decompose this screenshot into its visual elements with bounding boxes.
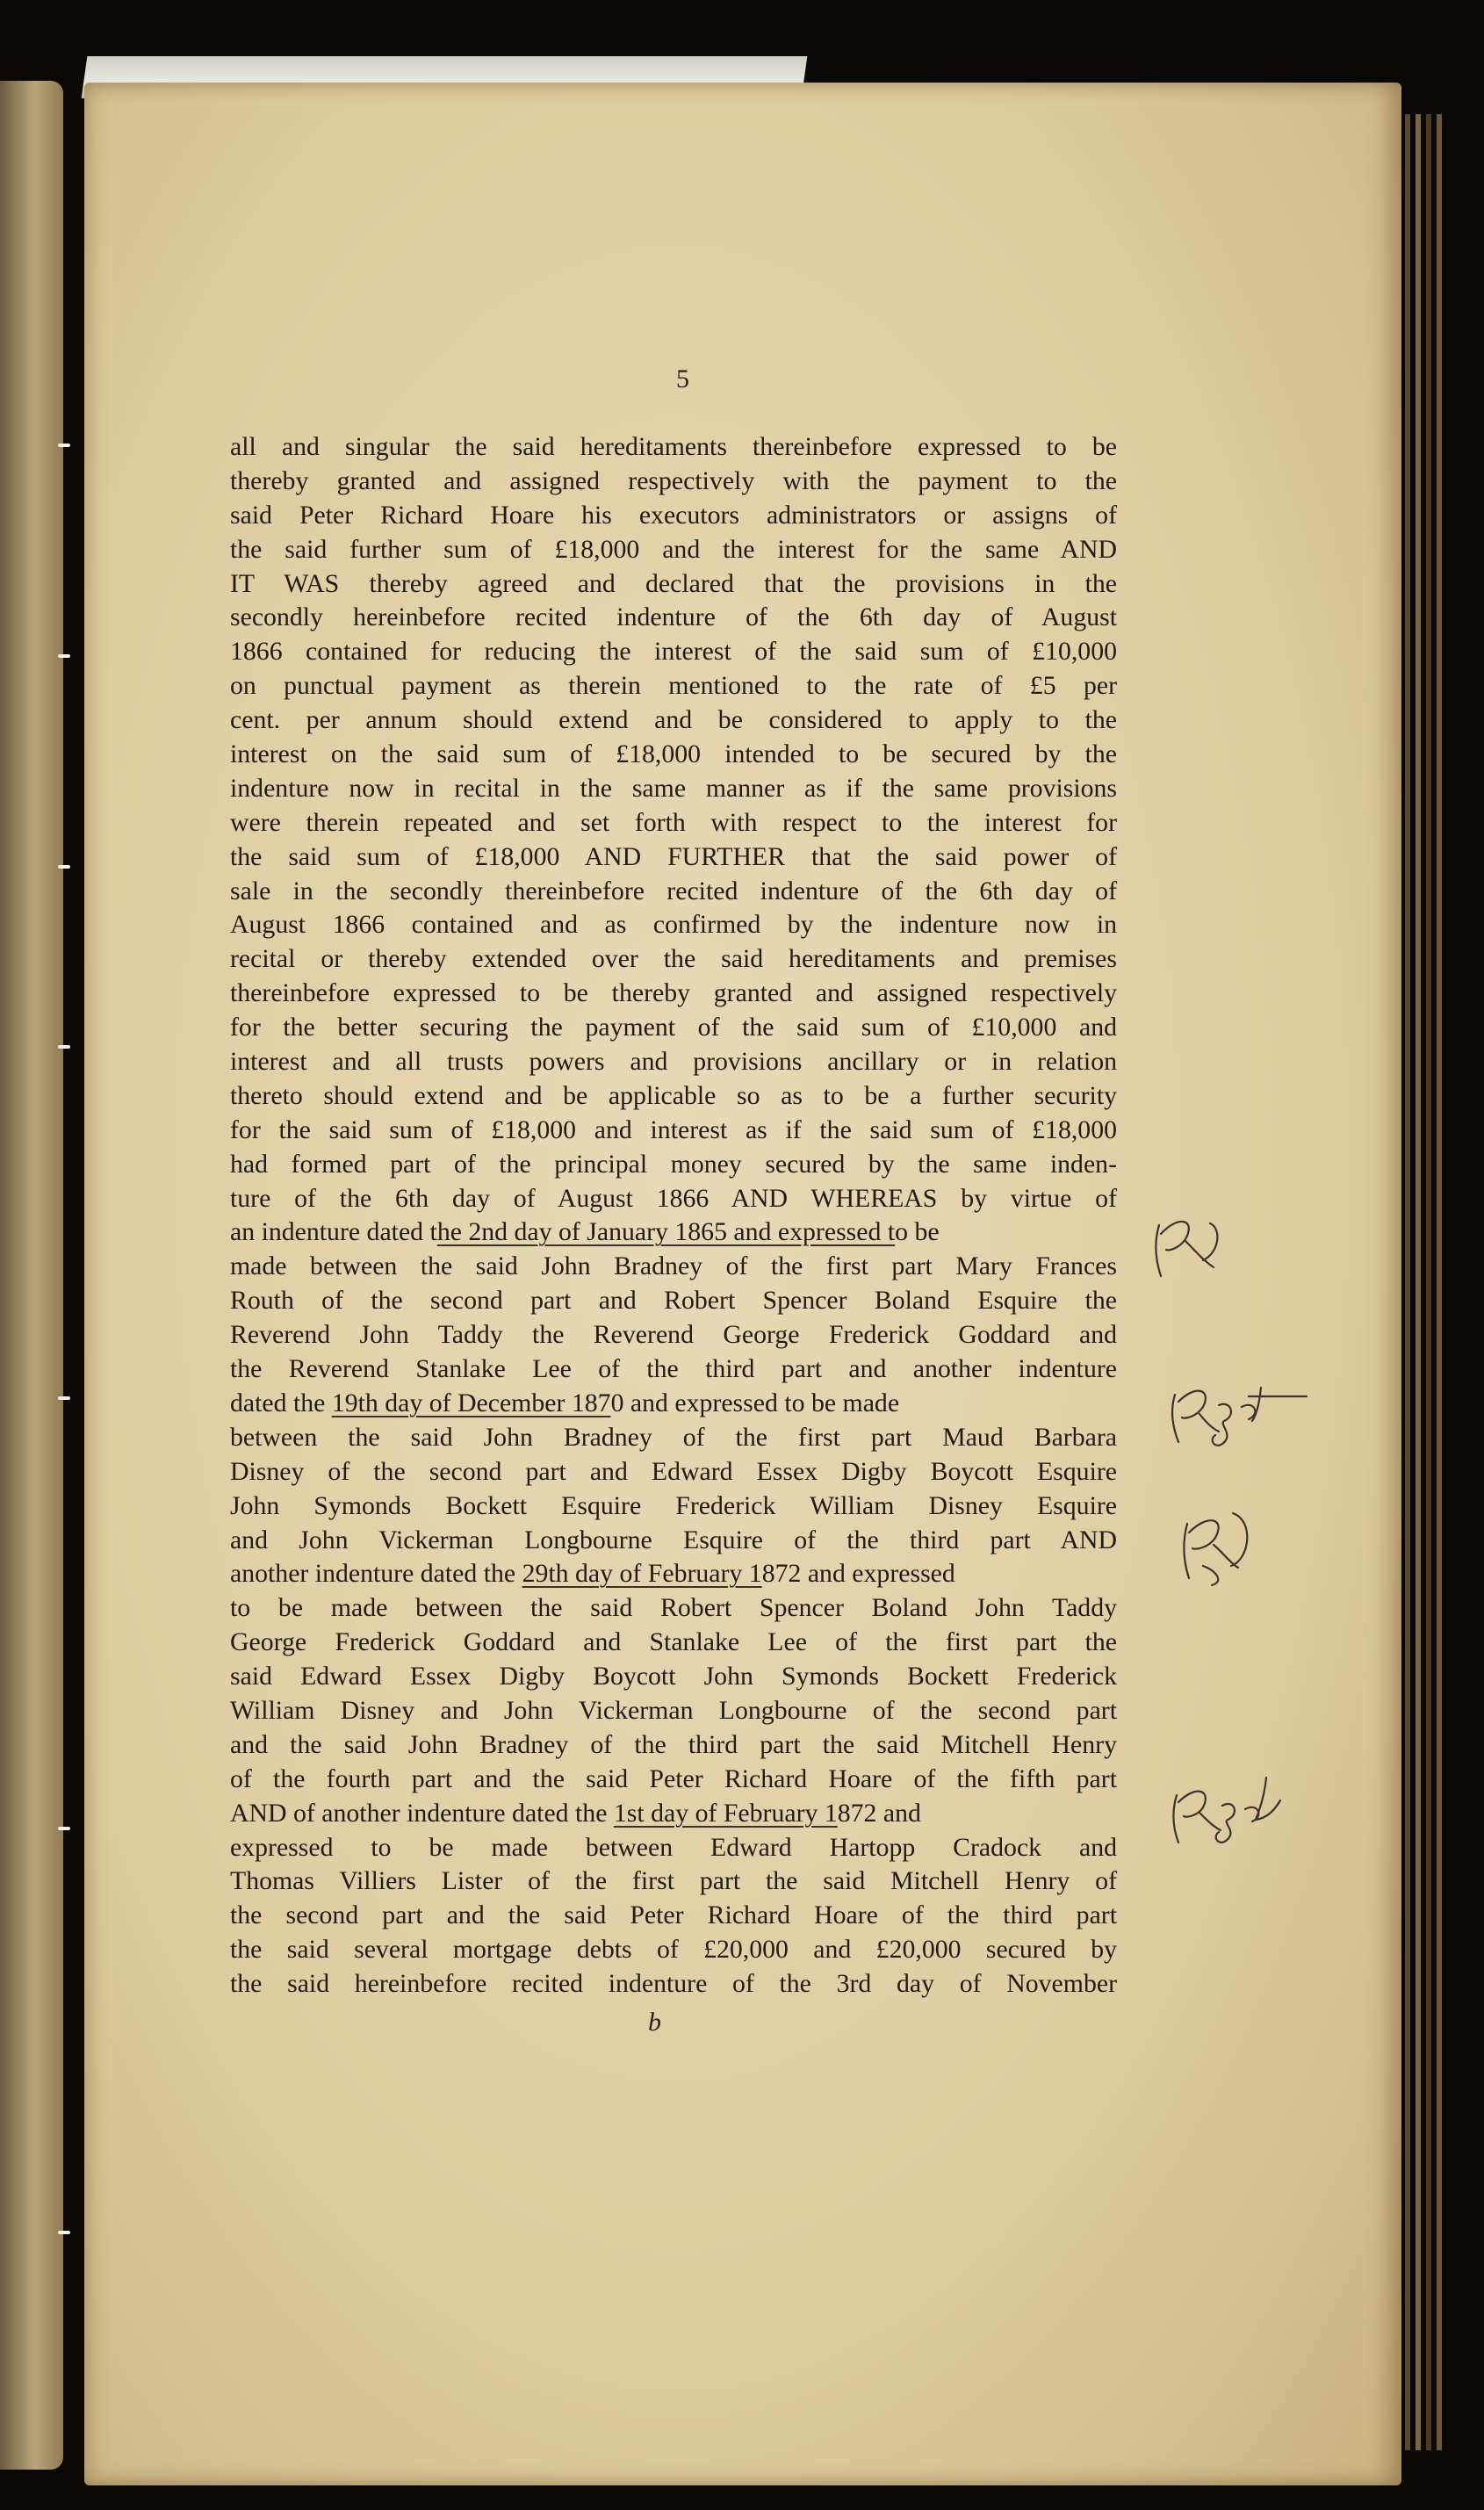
text-segment: ture of the 6th day of August 1866 AND WHEREAS by virtue of [230, 1183, 1117, 1213]
text-segment: the said hereinbefore recited indenture of the 3rd day of November [230, 1969, 1117, 1999]
text-segment: made between the said John Bradney of the first part Mary Frances [230, 1251, 1117, 1281]
underlined-date: 1st day of February 1 [613, 1798, 838, 1828]
text-segment: Thomas Villiers Lister of the first part the said Mitchell Henry of [230, 1866, 1117, 1896]
text-segment: and the said John Bradney of the third part the said Mitchell Henry [230, 1729, 1117, 1759]
text-line [230, 908, 1117, 942]
text-segment: the Reverend Stanlake Lee of the third part and another indenture [230, 1354, 1117, 1384]
left-page-edge [0, 81, 63, 2470]
text-line [230, 1011, 1117, 1045]
text-segment: on punctual payment as therein mentioned to the rate of £5 per [230, 671, 1117, 701]
text-line [230, 1182, 1117, 1216]
text-segment: 1866 contained for reducing the interest of the said sum of £10,000 [230, 637, 1117, 667]
binding-stitch [58, 865, 70, 869]
text-line [230, 1797, 1117, 1831]
page-edge [1416, 114, 1421, 2450]
binding-stitch [58, 2231, 70, 2234]
underlined-date: 19th day of December 187 [331, 1388, 611, 1417]
text-segment: thereby granted and assigned respectively with the payment to the [230, 465, 1117, 495]
text-segment: John Symonds Bockett Esquire Frederick William Disney Esquire [230, 1490, 1117, 1520]
text-line [230, 1728, 1117, 1763]
text-line [230, 1489, 1117, 1524]
text-line [230, 1387, 1117, 1421]
text-line [230, 533, 1117, 567]
text-segment: 872 and expressed [761, 1559, 955, 1589]
text-segment: said Edward Essex Digby Boycott John Symonds Bockett Frederick [230, 1662, 1117, 1691]
binding-stitch [58, 1827, 70, 1830]
binding-stitch [58, 1396, 70, 1400]
text-line [230, 1524, 1117, 1558]
text-segment: sale in the secondly thereinbefore recited indenture of the 6th day of [230, 876, 1117, 905]
text-line [230, 1626, 1117, 1660]
text-line [230, 567, 1117, 602]
body-text [230, 430, 1117, 2002]
text-segment: the said further sum of £18,000 and the interest for the same AND [230, 534, 1117, 564]
text-line [230, 1250, 1117, 1284]
text-line [230, 430, 1117, 465]
text-segment: an indenture dated t [230, 1217, 437, 1247]
text-line [230, 1045, 1117, 1079]
text-segment: cent. per annum should extend and be considered to apply to the [230, 705, 1117, 735]
text-segment: for the better securing the payment of the said sum of £10,000 and [230, 1013, 1117, 1042]
text-segment: of the fourth part and the said Peter Richard Hoare of the fifth part [230, 1763, 1117, 1793]
page-edge [1437, 114, 1442, 2450]
text-segment: interest on the said sum of £18,000 intended to be secured by the [230, 739, 1117, 769]
text-line [230, 703, 1117, 738]
text-line [230, 942, 1117, 977]
text-segment: interest and all trusts powers and provisions ancillary or in relation [230, 1047, 1117, 1077]
text-line [230, 669, 1117, 703]
text-segment: William Disney and John Vickerman Longbourne of the second part [230, 1695, 1117, 1725]
text-segment: the second part and the said Peter Richard Hoare of the third part [230, 1901, 1117, 1930]
text-segment: Reverend John Taddy the Reverend George Frederick Goddard and [230, 1320, 1117, 1350]
text-segment: August 1866 contained and as confirmed by the indenture now in [230, 910, 1117, 940]
text-line [230, 1899, 1117, 1933]
text-segment: dated the [230, 1388, 332, 1417]
text-line [230, 1352, 1117, 1387]
text-line [230, 1763, 1117, 1797]
text-line [230, 1831, 1117, 1865]
text-segment: and John Vickerman Longbourne Esquire of the third part AND [230, 1525, 1117, 1554]
text-line [230, 977, 1117, 1011]
text-segment: recital or thereby extended over the said hereditaments and premises [230, 944, 1117, 974]
binding-stitch [58, 444, 70, 447]
text-segment: indenture now in recital in the same manner as if the same provisions [230, 773, 1117, 803]
text-segment: Disney of the second part and Edward Essex Digby Boycott Esquire [230, 1456, 1117, 1486]
text-segment: all and singular the said hereditaments thereinbefore expressed to be [230, 432, 1117, 461]
text-line [230, 1284, 1117, 1318]
handwritten-annotation-1 [1142, 1199, 1238, 1287]
text-segment: said Peter Richard Hoare his executors administrators or assigns of [230, 500, 1117, 530]
text-line [230, 1421, 1117, 1455]
text-segment: IT WAS thereby agreed and declared that the provisions in the [230, 568, 1117, 598]
page-number: 5 [676, 364, 689, 393]
text-segment: secondly hereinbefore recited indenture of the 6th day of August [230, 602, 1117, 632]
text-segment: 872 and [837, 1798, 921, 1828]
text-line [230, 1864, 1117, 1899]
text-line [230, 738, 1117, 772]
underlined-date: he 2nd day of January 1865 and expressed t [436, 1217, 896, 1247]
text-line [230, 875, 1117, 909]
text-segment: AND of another indenture dated the [230, 1798, 614, 1828]
text-line [230, 1114, 1117, 1148]
text-line [230, 1455, 1117, 1489]
text-segment: expressed to be made between Edward Hartopp Cradock and [230, 1832, 1117, 1862]
binding-stitch [58, 654, 70, 658]
text-line [230, 840, 1117, 875]
handwritten-annotation-3 [1168, 1497, 1273, 1594]
text-line [230, 1079, 1117, 1114]
text-line [230, 465, 1117, 499]
text-segment: the said sum of £18,000 AND FURTHER that the said power of [230, 841, 1117, 871]
text-line [230, 806, 1117, 840]
text-segment: were therein repeated and set forth with respect to the interest for [230, 807, 1117, 837]
text-segment: o be [895, 1217, 940, 1247]
text-segment: to be made between the said Robert Spencer Boland John Taddy [230, 1593, 1117, 1623]
text-line [230, 635, 1117, 669]
signature-mark: b [648, 2008, 661, 2037]
text-line [230, 1318, 1117, 1352]
text-segment: 0 and expressed to be made [610, 1388, 900, 1417]
text-line [230, 772, 1117, 806]
text-segment: another indenture dated the [230, 1559, 522, 1589]
text-line [230, 1215, 1117, 1250]
handwritten-annotation-4 [1157, 1765, 1289, 1853]
text-segment: between the said John Bradney of the first part Maud Barbara [230, 1422, 1117, 1452]
binding-stitch [58, 1045, 70, 1049]
text-line [230, 1557, 1117, 1591]
text-segment: George Frederick Goddard and Stanlake Lee of the first part the [230, 1627, 1117, 1657]
page-edge [1426, 114, 1431, 2450]
text-line [230, 1933, 1117, 1967]
text-segment: thereinbefore expressed to be thereby granted and assigned respectively [230, 978, 1117, 1008]
text-segment: had formed part of the principal money secured by the same inden- [230, 1149, 1117, 1179]
underlined-date: 29th day of February 1 [522, 1559, 762, 1589]
text-segment: the said several mortgage debts of £20,000 and £20,000 secured by [230, 1935, 1117, 1965]
text-segment: for the said sum of £18,000 and interest as if the said sum of £18,000 [230, 1114, 1117, 1144]
text-line [230, 1148, 1117, 1182]
text-line [230, 1967, 1117, 2002]
handwritten-annotation-2 [1157, 1370, 1315, 1458]
text-line [230, 499, 1117, 533]
page-edge [1405, 114, 1410, 2450]
text-line [230, 1694, 1117, 1728]
text-segment: Routh of the second part and Robert Spencer Boland Esquire the [230, 1286, 1117, 1316]
text-line [230, 601, 1117, 635]
text-line [230, 1591, 1117, 1626]
text-segment: thereto should extend and be applicable so as to be a further security [230, 1080, 1117, 1110]
text-line [230, 1660, 1117, 1694]
